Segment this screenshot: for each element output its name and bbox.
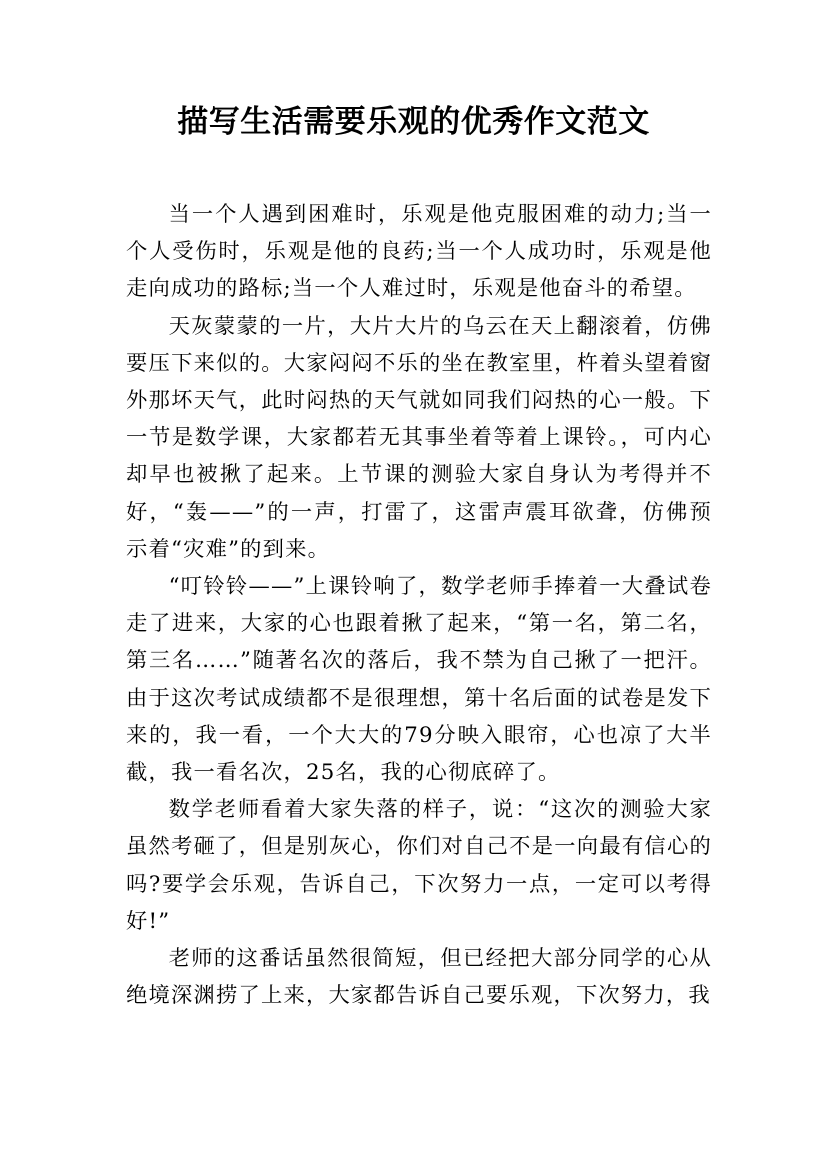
paragraph-4: 数学老师看着大家失落的样子，说：“这次的测验大家虽然考砸了，但是别灰心，你们对自己不是一向最有信心的吗?要学会乐观，告诉自己，下次努力一点，一定可以考得好!”	[126, 797, 712, 934]
document-body	[126, 196, 712, 1014]
paragraph-2: 天灰蒙蒙的一片，大片大片的乌云在天上翻滚着，仿佛要压下来似的。大家闷闷不乐的坐在教室里，杵着头望着窗外那坏天气，此时闷热的天气就如同我们闷热的心一般。下一节是数学课，大家都若无其事坐着等着上课铃。，可内心却早也被揪了起来。上节课的测验大家自身认为考得并不好，“轰——”的一声，打雷了，这雷声震耳欲聋，仿佛预示着“灾难”的到来。	[126, 313, 712, 562]
paragraph-3: “叮铃铃——”上课铃响了，数学老师手捧着一大叠试卷走了进来，大家的心也跟着揪了起来，“第一名，第二名，第三名……”随著名次的落后，我不禁为自己揪了一把汗。由于这次考试成绩都不是很理想，第十名后面的试卷是发下来的，我一看，一个大大的79分映入眼帘，心也凉了大半截，我一看名次，25名，我的心彻底碎了。	[126, 574, 712, 786]
paragraph-5: 老师的这番话虽然很简短，但已经把大部分同学的心从绝境深渊捞了上来，大家都告诉自己要乐观，下次努力，我	[126, 946, 712, 1009]
document-title: 描写生活需要乐观的优秀作文范文	[177, 104, 650, 140]
paragraph-1: 当一个人遇到困难时，乐观是他克服困难的动力;当一个人受伤时，乐观是他的良药;当一个人成功时，乐观是他走向成功的路标;当一个人难过时，乐观是他奋斗的希望。	[126, 202, 712, 302]
